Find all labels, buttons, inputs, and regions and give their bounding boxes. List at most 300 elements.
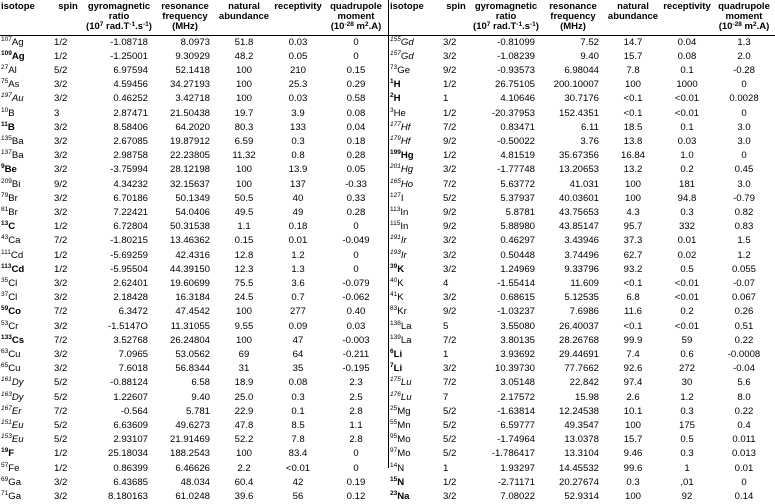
- gyromagnetic-ratio-cell: -1.25001: [110, 50, 148, 62]
- spin-cell: 1/2: [54, 462, 68, 474]
- resonance-frequency-cell: 5.781: [185, 405, 210, 417]
- isotope-header: isotope: [389, 0, 441, 35]
- natural-abundance-cell: 97.4: [623, 377, 643, 389]
- resonance-frequency-cell: 52.9314: [564, 491, 599, 502]
- isotope-cell: [389, 249, 441, 263]
- header-row: [0, 0, 388, 35]
- spin-cell: 7/2: [443, 334, 457, 346]
- isotope-cell: [389, 220, 441, 234]
- table-row: [0, 291, 388, 305]
- table-row: [0, 206, 388, 220]
- receptivity-cell: 1.0: [680, 150, 694, 162]
- spin-cell: 7/2: [54, 334, 68, 346]
- resonance-frequency-cell: 44.39150: [169, 263, 210, 275]
- gyromagnetic-ratio-cell: -1.63814: [497, 405, 535, 417]
- receptivity-cell: 0.03: [288, 36, 308, 48]
- table-row: [389, 35, 775, 50]
- receptivity-cell: 59: [681, 334, 693, 346]
- quadrupole-moment-cell: -0.003: [342, 334, 370, 346]
- gyromagnetic-ratio-cell: 5.63772: [500, 178, 535, 190]
- resonance-frequency-cell: 3.42718: [175, 93, 210, 105]
- receptivity-cell: <0.01: [674, 277, 700, 289]
- spin-cell: 9/2: [443, 64, 457, 76]
- quadrupole-moment-cell: 0.22: [734, 334, 754, 346]
- receptivity-cell: 210: [289, 64, 306, 76]
- receptivity-cell: 0.5: [680, 263, 694, 275]
- receptivity-cell: 1.2: [291, 249, 305, 261]
- isotope-cell: [389, 362, 441, 376]
- spin-cell: 3/2: [54, 363, 68, 375]
- isotope-cell: [0, 419, 52, 433]
- receptivity-cell: 3.6: [291, 277, 305, 289]
- resonance-frequency-cell: 3.74496: [564, 249, 599, 261]
- isotope-cell: [389, 192, 441, 206]
- table-row: [389, 291, 775, 305]
- resonance-frequency-cell: 28.26768: [558, 334, 599, 346]
- resonance-frequency-cell: 42.4316: [175, 249, 210, 261]
- mass-number: 83: [390, 305, 398, 313]
- natural-abundance-cell: 11.32: [232, 150, 256, 162]
- table-row: [0, 305, 388, 319]
- table-row: [0, 447, 388, 461]
- spin-cell: 9/2: [443, 221, 457, 233]
- gyro-header: [471, 0, 541, 35]
- gyromagnetic-ratio-cell: 10.39730: [494, 363, 535, 375]
- element-symbol: Ca: [8, 235, 21, 247]
- resonance-frequency-cell: 21.91469: [169, 434, 210, 446]
- element-symbol: He: [393, 107, 406, 119]
- natural-abundance-cell: 100: [235, 178, 252, 190]
- quadrupole-moment-cell: 0.013: [731, 448, 756, 460]
- table-row: [0, 64, 388, 78]
- natural-abundance-cell: 51.8: [234, 36, 254, 48]
- mass-number: 6: [390, 347, 394, 355]
- isotope-cell: [389, 92, 441, 106]
- spin-cell: 5/2: [54, 64, 68, 76]
- receptivity-cell: 7.8: [291, 434, 305, 446]
- receptivity-cell: 30: [681, 377, 693, 389]
- resonance-frequency-cell: 28.12198: [169, 164, 210, 176]
- isotope-cell: [0, 348, 52, 362]
- isotope-cell: [0, 433, 52, 447]
- quad-header-main: quadrupole moment: [330, 1, 382, 22]
- freq-header-unit: (MHz): [560, 21, 586, 32]
- gyromagnetic-ratio-cell: -1.55414: [497, 277, 535, 289]
- spin-cell: 7/2: [443, 121, 457, 133]
- natural-abundance-cell: 62.7: [623, 249, 643, 261]
- spin-cell: 3/2: [443, 263, 457, 275]
- element-symbol: Mo: [397, 448, 411, 460]
- isotope-cell: [389, 348, 441, 362]
- isotope-cell: [0, 476, 52, 490]
- element-symbol: K: [397, 277, 404, 289]
- mass-number: 115: [390, 220, 401, 228]
- natural-abundance-cell: <0.1: [623, 93, 643, 105]
- receptivity-cell: 13.9: [288, 164, 308, 176]
- resonance-frequency-cell: 52.1418: [175, 64, 210, 76]
- natural-abundance-cell: 7.4: [626, 348, 640, 360]
- quadrupole-moment-cell: 0.29: [346, 79, 366, 91]
- isotope-cell: [0, 50, 52, 64]
- element-symbol: In: [400, 221, 409, 233]
- mass-number: 53: [1, 319, 9, 327]
- quadrupole-moment-cell: -0.79: [733, 192, 755, 204]
- gyro-header: [84, 0, 154, 35]
- table-row: [0, 220, 388, 234]
- mass-number: 11: [1, 120, 8, 128]
- spin-cell: 5/2: [443, 419, 457, 431]
- element-symbol: Au: [11, 93, 24, 105]
- gyromagnetic-ratio-cell: 25.18034: [107, 448, 148, 460]
- receptivity-cell: 0.5: [680, 434, 694, 446]
- natural-abundance-cell: 100: [235, 448, 252, 460]
- natural-abundance-cell: 12.8: [234, 249, 254, 261]
- table-row: [0, 376, 388, 390]
- table-row: [389, 50, 775, 64]
- element-symbol: Ga: [8, 491, 22, 502]
- spin-cell: 9/2: [54, 178, 68, 190]
- element-symbol: Fe: [8, 462, 20, 474]
- gyromagnetic-ratio-cell: 26.75105: [494, 79, 535, 91]
- natural-abundance-cell: 11.6: [624, 306, 642, 318]
- spin-header: spin: [52, 0, 84, 35]
- receptivity-cell: 0.3: [680, 206, 694, 218]
- table-row: [389, 376, 775, 390]
- receptivity-cell: 277: [289, 306, 306, 318]
- element-symbol: Hg: [400, 164, 414, 176]
- mass-number: 151: [1, 418, 12, 426]
- spin-cell: 5/2: [54, 419, 68, 431]
- gyro-header-unit: ($10^7$ $rad.T^{-1}.s^{-1}$): [473, 21, 539, 32]
- quadrupole-moment-cell: 0.04: [346, 121, 366, 133]
- table-row: [0, 35, 388, 50]
- table-row: [389, 391, 775, 405]
- receptivity-cell: 0.2: [680, 306, 694, 318]
- natural-abundance-cell: 16.84: [620, 150, 645, 162]
- quadrupole-moment-cell: 0.08: [346, 107, 366, 119]
- spin-cell: 4: [443, 277, 449, 289]
- mass-number: 109: [1, 49, 12, 57]
- mass-number: 9: [1, 163, 5, 171]
- natural-abundance-cell: 100: [624, 192, 641, 204]
- natural-abundance-cell: 7.8: [626, 64, 640, 76]
- isotope-cell: [0, 291, 52, 305]
- quadrupole-moment-cell: 3.0: [737, 121, 751, 133]
- resonance-frequency-cell: 6.11: [581, 121, 599, 133]
- receptivity-cell: 0.01: [677, 235, 697, 247]
- element-symbol: B: [8, 107, 15, 119]
- element-symbol: Eu: [11, 419, 24, 431]
- isotope-cell: [389, 78, 441, 92]
- receptivity-cell: 1000: [676, 79, 698, 91]
- isotope-cell: [0, 163, 52, 177]
- mass-number: 69: [1, 475, 9, 483]
- natural-abundance-cell: 24.5: [234, 292, 254, 304]
- element-symbol: Be: [4, 164, 17, 176]
- isotope-cell: [0, 462, 52, 476]
- receptivity-cell: 0.01: [288, 235, 308, 247]
- mass-number: 37: [1, 291, 9, 299]
- resonance-frequency-cell: 8.0973: [180, 36, 210, 48]
- element-symbol: Hf: [400, 121, 411, 133]
- natural-abundance-cell: 100: [235, 306, 252, 318]
- isotope-cell: [389, 476, 441, 490]
- gyromagnetic-ratio-cell: 3.93692: [500, 348, 535, 360]
- natural-abundance-cell: 0.3: [626, 476, 640, 488]
- resonance-frequency-cell: 49.6273: [175, 419, 210, 431]
- mass-number: 127: [390, 191, 401, 199]
- quad-header: [324, 0, 388, 35]
- element-symbol: H: [393, 93, 401, 105]
- isotope-cell: [389, 35, 441, 50]
- gyromagnetic-ratio-cell: 8.180163: [107, 491, 148, 502]
- spin-cell: 5/2: [443, 192, 457, 204]
- natural-abundance-cell: 92.6: [623, 363, 643, 375]
- mass-number: 165: [390, 177, 401, 185]
- mass-number: 138: [390, 319, 401, 327]
- mass-number: 14: [390, 461, 398, 469]
- spin-cell: 3/2: [54, 164, 68, 176]
- receptivity-cell: 0.1: [291, 405, 305, 417]
- mass-number: 167: [1, 404, 12, 412]
- quadrupole-moment-cell: -0.07: [733, 277, 755, 289]
- receptivity-cell: 332: [678, 221, 695, 233]
- quadrupole-moment-cell: 0.28: [346, 206, 366, 218]
- quadrupole-moment-cell: -0.211: [342, 348, 370, 360]
- gyromagnetic-ratio-cell: -2.71171: [497, 476, 535, 488]
- isotope-cell: [389, 149, 441, 163]
- freq-header-unit: (MHz): [172, 21, 198, 32]
- gyromagnetic-ratio-cell: -1.77748: [497, 164, 535, 176]
- natural-abundance-cell: <0.1: [623, 277, 643, 289]
- natural-abundance-cell: 31: [238, 363, 250, 375]
- element-symbol: H: [393, 79, 401, 91]
- isotope-cell: [389, 391, 441, 405]
- gyromagnetic-ratio-cell: 7.08022: [500, 491, 535, 502]
- element-symbol: Ga: [8, 476, 22, 488]
- isotope-cell: [389, 291, 441, 305]
- resonance-frequency-cell: 43.75653: [558, 206, 599, 218]
- quadrupole-moment-cell: 0: [741, 107, 747, 119]
- spin-cell: 5/2: [443, 405, 457, 417]
- isotope-cell: [0, 35, 52, 50]
- resonance-frequency-cell: 21.50438: [169, 107, 210, 119]
- quadrupole-moment-cell: 0.83: [734, 221, 754, 233]
- table-row: [389, 206, 775, 220]
- table-row: [389, 121, 775, 135]
- quadrupole-moment-cell: 0.4: [737, 419, 751, 431]
- resonance-frequency-cell: 54.0406: [175, 206, 210, 218]
- isotope-cell: [0, 206, 52, 220]
- receptivity-cell: 0.04: [677, 36, 697, 48]
- natural-abundance-cell: 9.46: [623, 448, 643, 460]
- table-row: [389, 234, 775, 248]
- resonance-frequency-cell: 16.3184: [175, 292, 210, 304]
- receptivity-cell: 0.8: [291, 150, 305, 162]
- element-symbol: F: [8, 448, 15, 460]
- spin-cell: 3/2: [54, 348, 68, 360]
- gyromagnetic-ratio-cell: 4.10646: [500, 93, 535, 105]
- spin-cell: 3/2: [443, 164, 457, 176]
- isotope-cell: [0, 78, 52, 92]
- mass-number: 157: [390, 49, 401, 57]
- mass-number: 133: [1, 333, 12, 341]
- natural-abundance-cell: 15.7: [623, 434, 643, 446]
- mass-number: 39: [390, 262, 398, 270]
- quadrupole-moment-cell: 0: [353, 36, 359, 48]
- quadrupole-moment-cell: 0.22: [734, 405, 754, 417]
- element-symbol: Cd: [11, 263, 25, 275]
- element-symbol: K: [397, 292, 404, 304]
- header-row: [389, 0, 775, 35]
- quadrupole-moment-cell: -0.195: [342, 363, 370, 375]
- resonance-frequency-cell: 49.3547: [564, 419, 599, 431]
- resonance-frequency-cell: 35.67356: [558, 150, 599, 162]
- element-symbol: Eu: [11, 434, 24, 446]
- gyromagnetic-ratio-cell: -0.93573: [497, 64, 535, 76]
- isotope-cell: [389, 277, 441, 291]
- element-symbol: Al: [8, 64, 17, 76]
- table-row: [0, 362, 388, 376]
- receptivity-cell: 0.08: [677, 50, 697, 62]
- resonance-frequency-cell: 53.0562: [175, 348, 210, 360]
- receptivity-cell: <0.01: [674, 93, 700, 105]
- gyromagnetic-ratio-cell: 6.59777: [500, 419, 535, 431]
- receptivity-cell: 92: [681, 491, 693, 502]
- quadrupole-moment-cell: 0.011: [732, 434, 756, 446]
- quadrupole-moment-cell: 0: [353, 221, 359, 233]
- mass-number: 3: [390, 106, 394, 114]
- quad-header-unit: ($10^{-28}$ $m^2.A$): [330, 21, 382, 32]
- spin-cell: 3/2: [443, 50, 457, 62]
- element-symbol: Gd: [400, 50, 414, 62]
- table-row: [0, 391, 388, 405]
- isotope-cell: [389, 163, 441, 177]
- spin-cell: 7/2: [443, 377, 457, 389]
- receptivity-cell: 1.3: [291, 263, 305, 275]
- isotope-cell: [389, 405, 441, 419]
- gyromagnetic-ratio-cell: -3.75994: [110, 164, 148, 176]
- mass-number: 19: [1, 447, 9, 455]
- quadrupole-moment-cell: 1.3: [737, 36, 751, 48]
- resonance-frequency-cell: 200.10007: [553, 79, 599, 91]
- element-symbol: Mo: [397, 434, 411, 446]
- element-symbol: Ge: [397, 64, 411, 76]
- resonance-frequency-cell: 6.98044: [564, 64, 599, 76]
- receptivity-cell: 35: [292, 363, 304, 375]
- quadrupole-moment-cell: 0.33: [346, 192, 366, 204]
- isotope-cell: [389, 135, 441, 149]
- element-symbol: Cl: [8, 292, 18, 304]
- spin-cell: 3/2: [54, 150, 68, 162]
- table-row: [0, 277, 388, 291]
- quadrupole-moment-cell: 8.0: [737, 391, 751, 403]
- spin-cell: 5/2: [54, 391, 68, 403]
- table-row: [0, 178, 388, 192]
- resonance-frequency-cell: 13.20653: [558, 164, 599, 176]
- mass-number: 177: [390, 120, 401, 128]
- natural-abundance-cell: 60.4: [234, 476, 254, 488]
- natural-abundance-cell: 48.2: [234, 50, 254, 62]
- mass-number: 71: [1, 490, 9, 497]
- receptivity-cell: 3.9: [291, 107, 305, 119]
- isotope-cell: [0, 121, 52, 135]
- table-row: [389, 305, 775, 319]
- element-symbol: Cs: [11, 334, 25, 346]
- isotope-cell: [389, 263, 441, 277]
- element-symbol: Gd: [400, 36, 414, 48]
- receptivity-cell: 175: [678, 419, 695, 431]
- natural-abundance-cell: 100: [624, 79, 641, 91]
- table-row: [0, 107, 388, 121]
- mass-number: 57: [1, 461, 9, 469]
- table-row: [0, 348, 388, 362]
- resonance-frequency-cell: 13.3104: [564, 448, 599, 460]
- quadrupole-moment-cell: 2.8: [349, 434, 363, 446]
- natural-abundance-cell: 69: [238, 348, 250, 360]
- table-row: [389, 348, 775, 362]
- gyromagnetic-ratio-cell: 4.81519: [500, 150, 535, 162]
- quadrupole-moment-cell: 0.18: [346, 135, 366, 147]
- quadrupole-moment-cell: 2.5: [349, 391, 363, 403]
- resonance-frequency-cell: 11.31055: [170, 320, 210, 332]
- resonance-frequency-cell: 12.24538: [558, 405, 599, 417]
- isotope-cell: [0, 320, 52, 334]
- mass-number: 10: [1, 106, 9, 114]
- element-symbol: K: [397, 263, 405, 275]
- isotope-cell: [0, 376, 52, 390]
- receptivity-cell: 0.09: [288, 320, 308, 332]
- mass-number: 161: [1, 376, 12, 384]
- isotope-cell: [389, 447, 441, 461]
- spin-cell: 3/2: [54, 206, 68, 218]
- mass-number: 113: [1, 262, 12, 270]
- receptivity-cell: 1.2: [680, 391, 694, 403]
- quadrupole-moment-cell: -0.079: [342, 277, 370, 289]
- mass-number: 199: [390, 149, 401, 157]
- mass-number: 153: [1, 433, 12, 441]
- spin-cell: 5/2: [443, 448, 457, 460]
- table-row: [0, 476, 388, 490]
- receptivity-cell: 0.08: [288, 377, 308, 389]
- gyromagnetic-ratio-cell: 4.59456: [113, 79, 148, 91]
- gyromagnetic-ratio-cell: -5.95504: [110, 263, 148, 275]
- resonance-frequency-cell: 22.842: [569, 377, 599, 389]
- natural-abundance-cell: <0.1: [623, 320, 643, 332]
- spin-cell: 3/2: [443, 491, 457, 502]
- gyromagnetic-ratio-cell: 2.87471: [113, 107, 148, 119]
- quadrupole-moment-cell: 0.19: [346, 476, 366, 488]
- spin-cell: 3/2: [54, 135, 68, 147]
- mass-number: 1: [390, 78, 394, 86]
- gyromagnetic-ratio-cell: 7.6018: [118, 363, 148, 375]
- natural-abundance-cell: 52.2: [234, 434, 254, 446]
- mass-number: 111: [1, 248, 11, 256]
- resonance-frequency-cell: 22.23805: [169, 150, 210, 162]
- quadrupole-moment-cell: 2.8: [349, 405, 363, 417]
- isotope-cell: [389, 107, 441, 121]
- gyromagnetic-ratio-cell: 3.55080: [500, 320, 535, 332]
- gyromagnetic-ratio-cell: 6.70186: [113, 192, 148, 204]
- mass-number: 179: [390, 134, 401, 142]
- natural-abundance-cell: 100: [624, 178, 641, 190]
- table-row: [389, 462, 775, 476]
- quadrupole-moment-cell: 0.15: [346, 64, 366, 76]
- natural-abundance-cell: 100: [235, 93, 252, 105]
- receptivity-cell: 0.05: [288, 50, 308, 62]
- mass-number: 81: [1, 205, 9, 213]
- quadrupole-moment-cell: 2.3: [349, 377, 363, 389]
